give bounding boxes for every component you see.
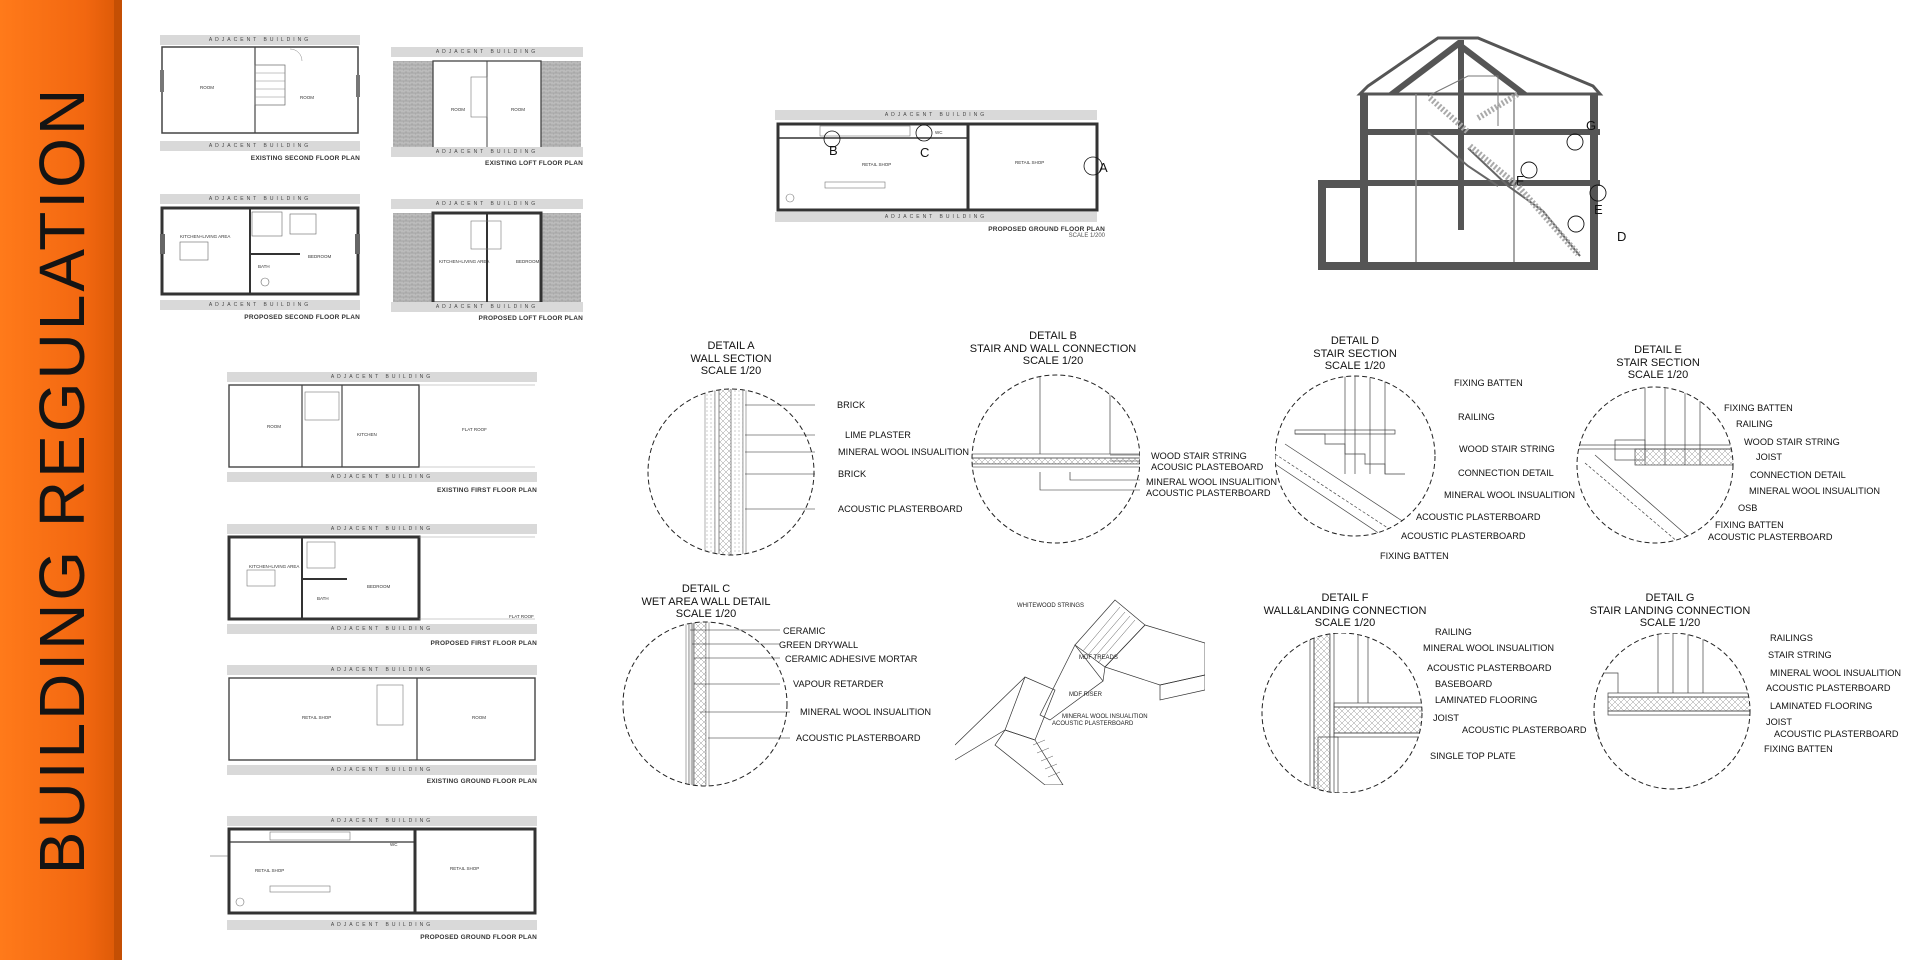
adjacent-strip: ADJACENT BUILDING [227, 624, 537, 634]
section-marker-c: C [920, 145, 930, 160]
room-label: KITCHEN+LIVING AREA [249, 564, 300, 569]
detail-b-label: MINERAL WOOL INSUALITION [1146, 477, 1278, 487]
detail-d-subtitle: STAIR SECTION [1313, 347, 1397, 360]
plan-caption: PROPOSED GROUND FLOOR PLAN [420, 934, 537, 941]
detail-c-label: ACOUSTIC PLASTERBOARD [796, 733, 921, 743]
room-label: RETAIL SHOP [255, 868, 285, 873]
plan-existing-ground [227, 665, 537, 787]
detail-b-label: WOOD STAIR STRING [1151, 451, 1247, 461]
adjacent-strip: ADJACENT BUILDING [391, 147, 583, 157]
stair-axo-label: ACOUSTIC PLASTERBOARD [1052, 721, 1134, 727]
plan-proposed-ground-top [770, 110, 1108, 240]
adjacent-strip: ADJACENT BUILDING [160, 194, 360, 204]
detail-e-label: ACOUSTIC PLASTERBOARD [1708, 532, 1833, 542]
detail-g-label: MINERAL WOOL INSUALITION [1770, 668, 1902, 678]
room-label: BEDROOM [367, 584, 391, 589]
detail-a-label: LIME PLASTER [845, 430, 911, 440]
detail-d-name: DETAIL D [1330, 335, 1380, 347]
adjacent-strip: ADJACENT BUILDING [227, 472, 537, 482]
adjacent-strip: ADJACENT BUILDING [227, 524, 537, 534]
detail-c-label: CERAMIC ADHESIVE MORTAR [785, 654, 918, 664]
section-marker-g: G [1586, 118, 1597, 133]
detail-e-label: OSB [1738, 503, 1758, 513]
room-label: KITCHEN+LIVING AREA [439, 259, 490, 264]
detail-f-label: RAILING [1435, 627, 1472, 637]
room-label: ROOM [511, 107, 525, 112]
section-drawing [1318, 36, 1704, 281]
adjacent-strip: ADJACENT BUILDING [160, 300, 360, 310]
detail-a-label: ACOUSTIC PLASTERBOARD [838, 504, 963, 514]
detail-c-label: VAPOUR RETARDER [793, 679, 884, 689]
plan-caption: PROPOSED SECOND FLOOR PLAN [244, 314, 360, 321]
detail-b-name: DETAIL B [1029, 330, 1077, 342]
detail-a-label: BRICK [837, 400, 866, 410]
detail-g-label: FIXING BATTEN [1764, 744, 1833, 754]
detail-d-label: WOOD STAIR STRING [1459, 444, 1555, 454]
detail-f-drawing [1258, 633, 1443, 793]
detail-c-name: DETAIL C [681, 583, 731, 595]
detail-g-label: STAIR STRING [1768, 650, 1832, 660]
adjacent-strip: ADJACENT BUILDING [227, 765, 537, 775]
adjacent-strip: ADJACENT BUILDING [391, 302, 583, 312]
adjacent-strip: ADJACENT BUILDING [227, 665, 537, 675]
detail-b-title [970, 330, 1136, 368]
stair-axo-label: MDF RISER [1069, 692, 1102, 698]
plan-caption: EXISTING FIRST FLOOR PLAN [437, 487, 537, 494]
adjacent-strip: ADJACENT BUILDING [227, 816, 537, 826]
room-label: BEDROOM [308, 254, 332, 259]
room-label: FLAT ROOF [509, 614, 534, 619]
adjacent-strip: ADJACENT BUILDING [160, 35, 360, 45]
building-section [1318, 36, 1704, 281]
plan-caption: EXISTING SECOND FLOOR PLAN [250, 155, 360, 162]
detail-b-drawing [970, 372, 1140, 546]
plan-existing-second [160, 35, 360, 165]
detail-f-name: DETAIL F [1321, 592, 1369, 604]
section-marker-f: F [1516, 173, 1524, 188]
detail-d-label: ACOUSTIC PLASTERBOARD [1416, 512, 1541, 522]
detail-a-scale: SCALE 1/20 [700, 365, 762, 377]
plan-scale: SCALE 1/200 [1068, 233, 1105, 239]
adjacent-strip: ADJACENT BUILDING [227, 372, 537, 382]
detail-g-label: RAILINGS [1770, 633, 1813, 643]
stair-axo-label: MINERAL WOOL INSUALITION [1062, 714, 1148, 720]
detail-e-label: FIXING BATTEN [1715, 520, 1784, 530]
detail-a-title [690, 340, 771, 378]
detail-b-label: ACOUSIC PLASTEBOARD [1151, 462, 1264, 472]
detail-b-scale: SCALE 1/20 [1022, 355, 1084, 367]
detail-a-label: BRICK [838, 469, 867, 479]
detail-g-name: DETAIL G [1645, 592, 1695, 604]
plan-caption: PROPOSED LOFT FLOOR PLAN [478, 315, 583, 322]
plan-caption: PROPOSED FIRST FLOOR PLAN [430, 640, 537, 647]
section-marker-a: A [1099, 160, 1108, 175]
room-label: FLAT ROOF [462, 427, 487, 432]
room-label: ROOM [300, 95, 314, 100]
room-label: RETAIL SHOP [450, 866, 480, 871]
section-marker-e: E [1594, 202, 1603, 217]
detail-e-label: MINERAL WOOL INSUALITION [1749, 486, 1881, 496]
detail-f-scale: SCALE 1/20 [1314, 617, 1376, 629]
stair-axonometric [955, 595, 1205, 785]
detail-b-label: ACOUSTIC PLASTERBOARD [1146, 488, 1271, 498]
detail-f-label: LAMINATED FLOORING [1435, 695, 1538, 705]
room-label: WC [935, 130, 943, 135]
detail-g-label: JOIST [1766, 717, 1793, 727]
plan-proposed-second [160, 194, 360, 324]
detail-f-label: ACOUSTIC PLASTERBOARD [1462, 725, 1587, 735]
detail-f-label: JOIST [1433, 713, 1460, 723]
adjacent-strip: ADJACENT BUILDING [160, 141, 360, 151]
detail-g-label: ACOUSTIC PLASTERBOARD [1774, 729, 1899, 739]
detail-a-name: DETAIL A [707, 340, 755, 352]
detail-f-label: SINGLE TOP PLATE [1430, 751, 1516, 761]
stair-axo-label: WHITEWOOD STRINGS [1017, 603, 1084, 609]
adjacent-strip: ADJACENT BUILDING [775, 110, 1097, 120]
detail-e-label: FIXING BATTEN [1724, 403, 1793, 413]
detail-g-scale: SCALE 1/20 [1639, 617, 1701, 629]
room-label: ROOM [451, 107, 465, 112]
sidebar-banner [0, 0, 122, 960]
plan-caption: EXISTING GROUND FLOOR PLAN [426, 778, 537, 785]
detail-e-label: CONNECTION DETAIL [1750, 470, 1846, 480]
plan-caption: EXISTING LOFT FLOOR PLAN [485, 160, 583, 167]
board-title: BUILDING REGULATION [26, 85, 98, 875]
detail-d-label: FIXING BATTEN [1380, 551, 1449, 561]
detail-d-label: ACOUSTIC PLASTERBOARD [1401, 531, 1526, 541]
detail-c-title [642, 583, 771, 621]
adjacent-strip: ADJACENT BUILDING [775, 212, 1097, 222]
plan-proposed-loft [391, 199, 583, 324]
detail-d-label: FIXING BATTEN [1454, 378, 1523, 388]
detail-e-name: DETAIL E [1634, 344, 1682, 356]
detail-e-label: JOIST [1756, 452, 1783, 462]
section-marker-d: D [1617, 229, 1627, 244]
detail-c-scale: SCALE 1/20 [675, 608, 737, 620]
room-label: BATH [258, 264, 270, 269]
plan-proposed-first [227, 524, 537, 649]
detail-d-scale: SCALE 1/20 [1324, 360, 1386, 372]
sidebar-edge [114, 0, 122, 960]
stair-axo-label: MDF TREADS [1079, 655, 1118, 661]
detail-d-label: CONNECTION DETAIL [1458, 468, 1554, 478]
room-label: BEDROOM [516, 259, 540, 264]
room-label: BATH [317, 596, 329, 601]
detail-f-label: MINERAL WOOL INSUALITION [1423, 643, 1555, 653]
room-label: ROOM [472, 715, 486, 720]
detail-a-label: MINERAL WOOL INSUALITION [838, 447, 970, 457]
detail-d-label: RAILING [1458, 412, 1495, 422]
room-label: RETAIL SHOP [302, 715, 332, 720]
room-label: RETAIL SHOP [862, 162, 892, 167]
detail-a-subtitle: WALL SECTION [690, 352, 772, 365]
section-marker-b: B [829, 143, 838, 158]
detail-c-label: CERAMIC [783, 626, 826, 636]
room-label: ROOM [267, 424, 281, 429]
detail-f-label: BASEBOARD [1435, 679, 1493, 689]
detail-g-title [1590, 592, 1751, 630]
room-label: KITCHEN+LIVING AREA [180, 234, 231, 239]
detail-g-subtitle: STAIR LANDING CONNECTION [1589, 604, 1751, 617]
detail-g-drawing [1588, 633, 1768, 793]
room-label: ROOM [200, 85, 214, 90]
room-label: WC [390, 842, 398, 847]
detail-f-title [1264, 592, 1427, 630]
plan-caption: PROPOSED GROUND FLOOR PLAN [988, 226, 1105, 233]
detail-e-label: WOOD STAIR STRING [1744, 437, 1840, 447]
detail-f-subtitle: WALL&LANDING CONNECTION [1263, 604, 1427, 617]
detail-d-title [1313, 335, 1397, 373]
adjacent-strip: ADJACENT BUILDING [391, 47, 583, 57]
detail-d-label: MINERAL WOOL INSUALITION [1444, 490, 1576, 500]
detail-c-label: GREEN DRYWALL [779, 640, 859, 650]
plan-existing-loft [391, 47, 583, 169]
detail-c-label: MINERAL WOOL INSUALITION [800, 707, 932, 717]
detail-e-label: RAILING [1736, 419, 1773, 429]
detail-e-title [1616, 344, 1700, 382]
detail-a-drawing [645, 385, 825, 560]
detail-e-scale: SCALE 1/20 [1627, 369, 1689, 381]
detail-b-subtitle: STAIR AND WALL CONNECTION [969, 342, 1137, 355]
detail-c-subtitle: WET AREA WALL DETAIL [641, 595, 771, 608]
plan-proposed-ground [210, 816, 537, 942]
detail-g-label: ACOUSTIC PLASTERBOARD [1766, 683, 1891, 693]
detail-g-label: LAMINATED FLOORING [1770, 701, 1873, 711]
detail-f-label: ACOUSTIC PLASTERBOARD [1427, 663, 1552, 673]
detail-e-subtitle: STAIR SECTION [1616, 356, 1700, 369]
room-label: RETAIL SHOP [1015, 160, 1045, 165]
adjacent-strip: ADJACENT BUILDING [391, 199, 583, 209]
room-label: KITCHEN [357, 432, 377, 437]
adjacent-strip: ADJACENT BUILDING [227, 920, 537, 930]
plan-existing-first [227, 372, 537, 497]
